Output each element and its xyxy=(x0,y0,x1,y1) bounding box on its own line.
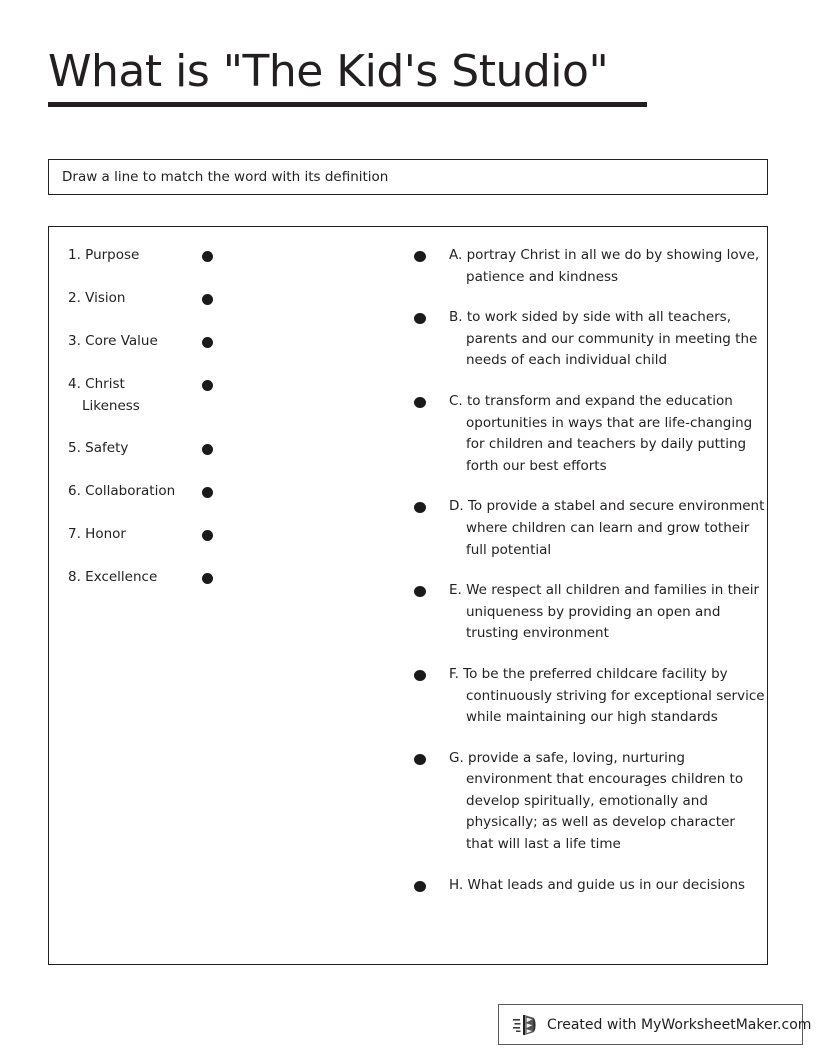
page-title: What is "The Kid's Studio" xyxy=(48,46,609,97)
definition-text: H. What leads and guide us in our decisions xyxy=(449,876,746,893)
word-label: 8. Excellence xyxy=(68,569,158,585)
word-connector-dot[interactable] xyxy=(202,444,213,455)
word-label: 5. Safety xyxy=(68,440,129,456)
definition-connector-dot[interactable] xyxy=(414,502,426,513)
word-label: 2. Vision xyxy=(68,290,126,306)
definition-item[interactable] xyxy=(404,664,766,729)
words-column xyxy=(49,245,384,610)
word-label-line2: Likeness xyxy=(82,397,140,414)
definition-item[interactable] xyxy=(404,496,766,561)
word-label: 1. Purpose xyxy=(68,247,140,263)
definition-item[interactable] xyxy=(404,391,766,477)
definition-connector-dot[interactable] xyxy=(414,313,426,324)
definition-item[interactable] xyxy=(404,307,766,372)
word-connector-dot[interactable] xyxy=(202,337,213,348)
matching-columns xyxy=(49,227,767,964)
created-with-badge[interactable] xyxy=(498,1004,812,1045)
definition-item[interactable] xyxy=(404,748,766,856)
definition-connector-dot[interactable] xyxy=(414,881,426,892)
word-item[interactable] xyxy=(49,374,384,438)
definition-item[interactable] xyxy=(404,245,766,288)
word-item[interactable] xyxy=(49,288,384,331)
instruction-box xyxy=(48,159,768,195)
instruction-text: Draw a line to match the word with its definition xyxy=(62,169,389,185)
definition-text: B. to work sided by side with all teachers, parents and our community in meeting the needs of each individual child xyxy=(449,309,758,369)
word-item[interactable] xyxy=(49,438,384,481)
word-connector-dot[interactable] xyxy=(202,530,213,541)
word-connector-dot[interactable] xyxy=(202,251,213,262)
definition-item[interactable] xyxy=(404,875,766,897)
definition-item[interactable] xyxy=(404,580,766,645)
title-underline-rule xyxy=(48,102,647,107)
definition-text: C. to transform and expand the education oportunities in ways that are life-changing for children and teachers by daily putting forth our best efforts xyxy=(449,392,753,474)
definition-connector-dot[interactable] xyxy=(414,251,426,262)
word-connector-dot[interactable] xyxy=(202,573,213,584)
definition-connector-dot[interactable] xyxy=(414,670,426,681)
page-title-block xyxy=(48,46,748,107)
definition-text: E. We respect all children and families in their uniqueness by providing an open and trusting environment xyxy=(449,582,760,642)
word-connector-dot[interactable] xyxy=(202,380,213,391)
definition-connector-dot[interactable] xyxy=(414,754,426,765)
definition-text: G. provide a safe, loving, nurturing environment that encourages children to develop spiritually, emotionally and physically; as well as develop character that will last a life time xyxy=(449,749,744,853)
word-label: 7. Honor xyxy=(68,526,126,542)
definition-text: A. portray Christ in all we do by showing love, patience and kindness xyxy=(449,247,760,285)
definition-connector-dot[interactable] xyxy=(414,586,426,597)
word-connector-dot[interactable] xyxy=(202,487,213,498)
word-item[interactable] xyxy=(49,245,384,288)
word-item[interactable] xyxy=(49,524,384,567)
word-label: 6. Collaboration xyxy=(68,483,176,499)
definition-connector-dot[interactable] xyxy=(414,397,426,408)
word-label: 3. Core Value xyxy=(68,333,158,349)
created-with-label: Created with MyWorksheetMaker.com xyxy=(547,1016,812,1033)
word-item[interactable] xyxy=(49,481,384,524)
definition-text: D. To provide a stabel and secure environment where children can learn and grow totheir full potential xyxy=(449,498,765,558)
definition-text: F. To be the preferred childcare facility by continuously striving for exceptional service while maintaining our high standards xyxy=(449,665,765,726)
word-label: 4. Christ Likeness xyxy=(68,374,198,417)
word-item[interactable] xyxy=(49,567,384,610)
word-connector-dot[interactable] xyxy=(202,294,213,305)
worksheet-maker-logo-icon xyxy=(513,1013,539,1037)
matching-exercise-box xyxy=(48,226,768,965)
definitions-column xyxy=(404,245,766,916)
word-item[interactable] xyxy=(49,331,384,374)
